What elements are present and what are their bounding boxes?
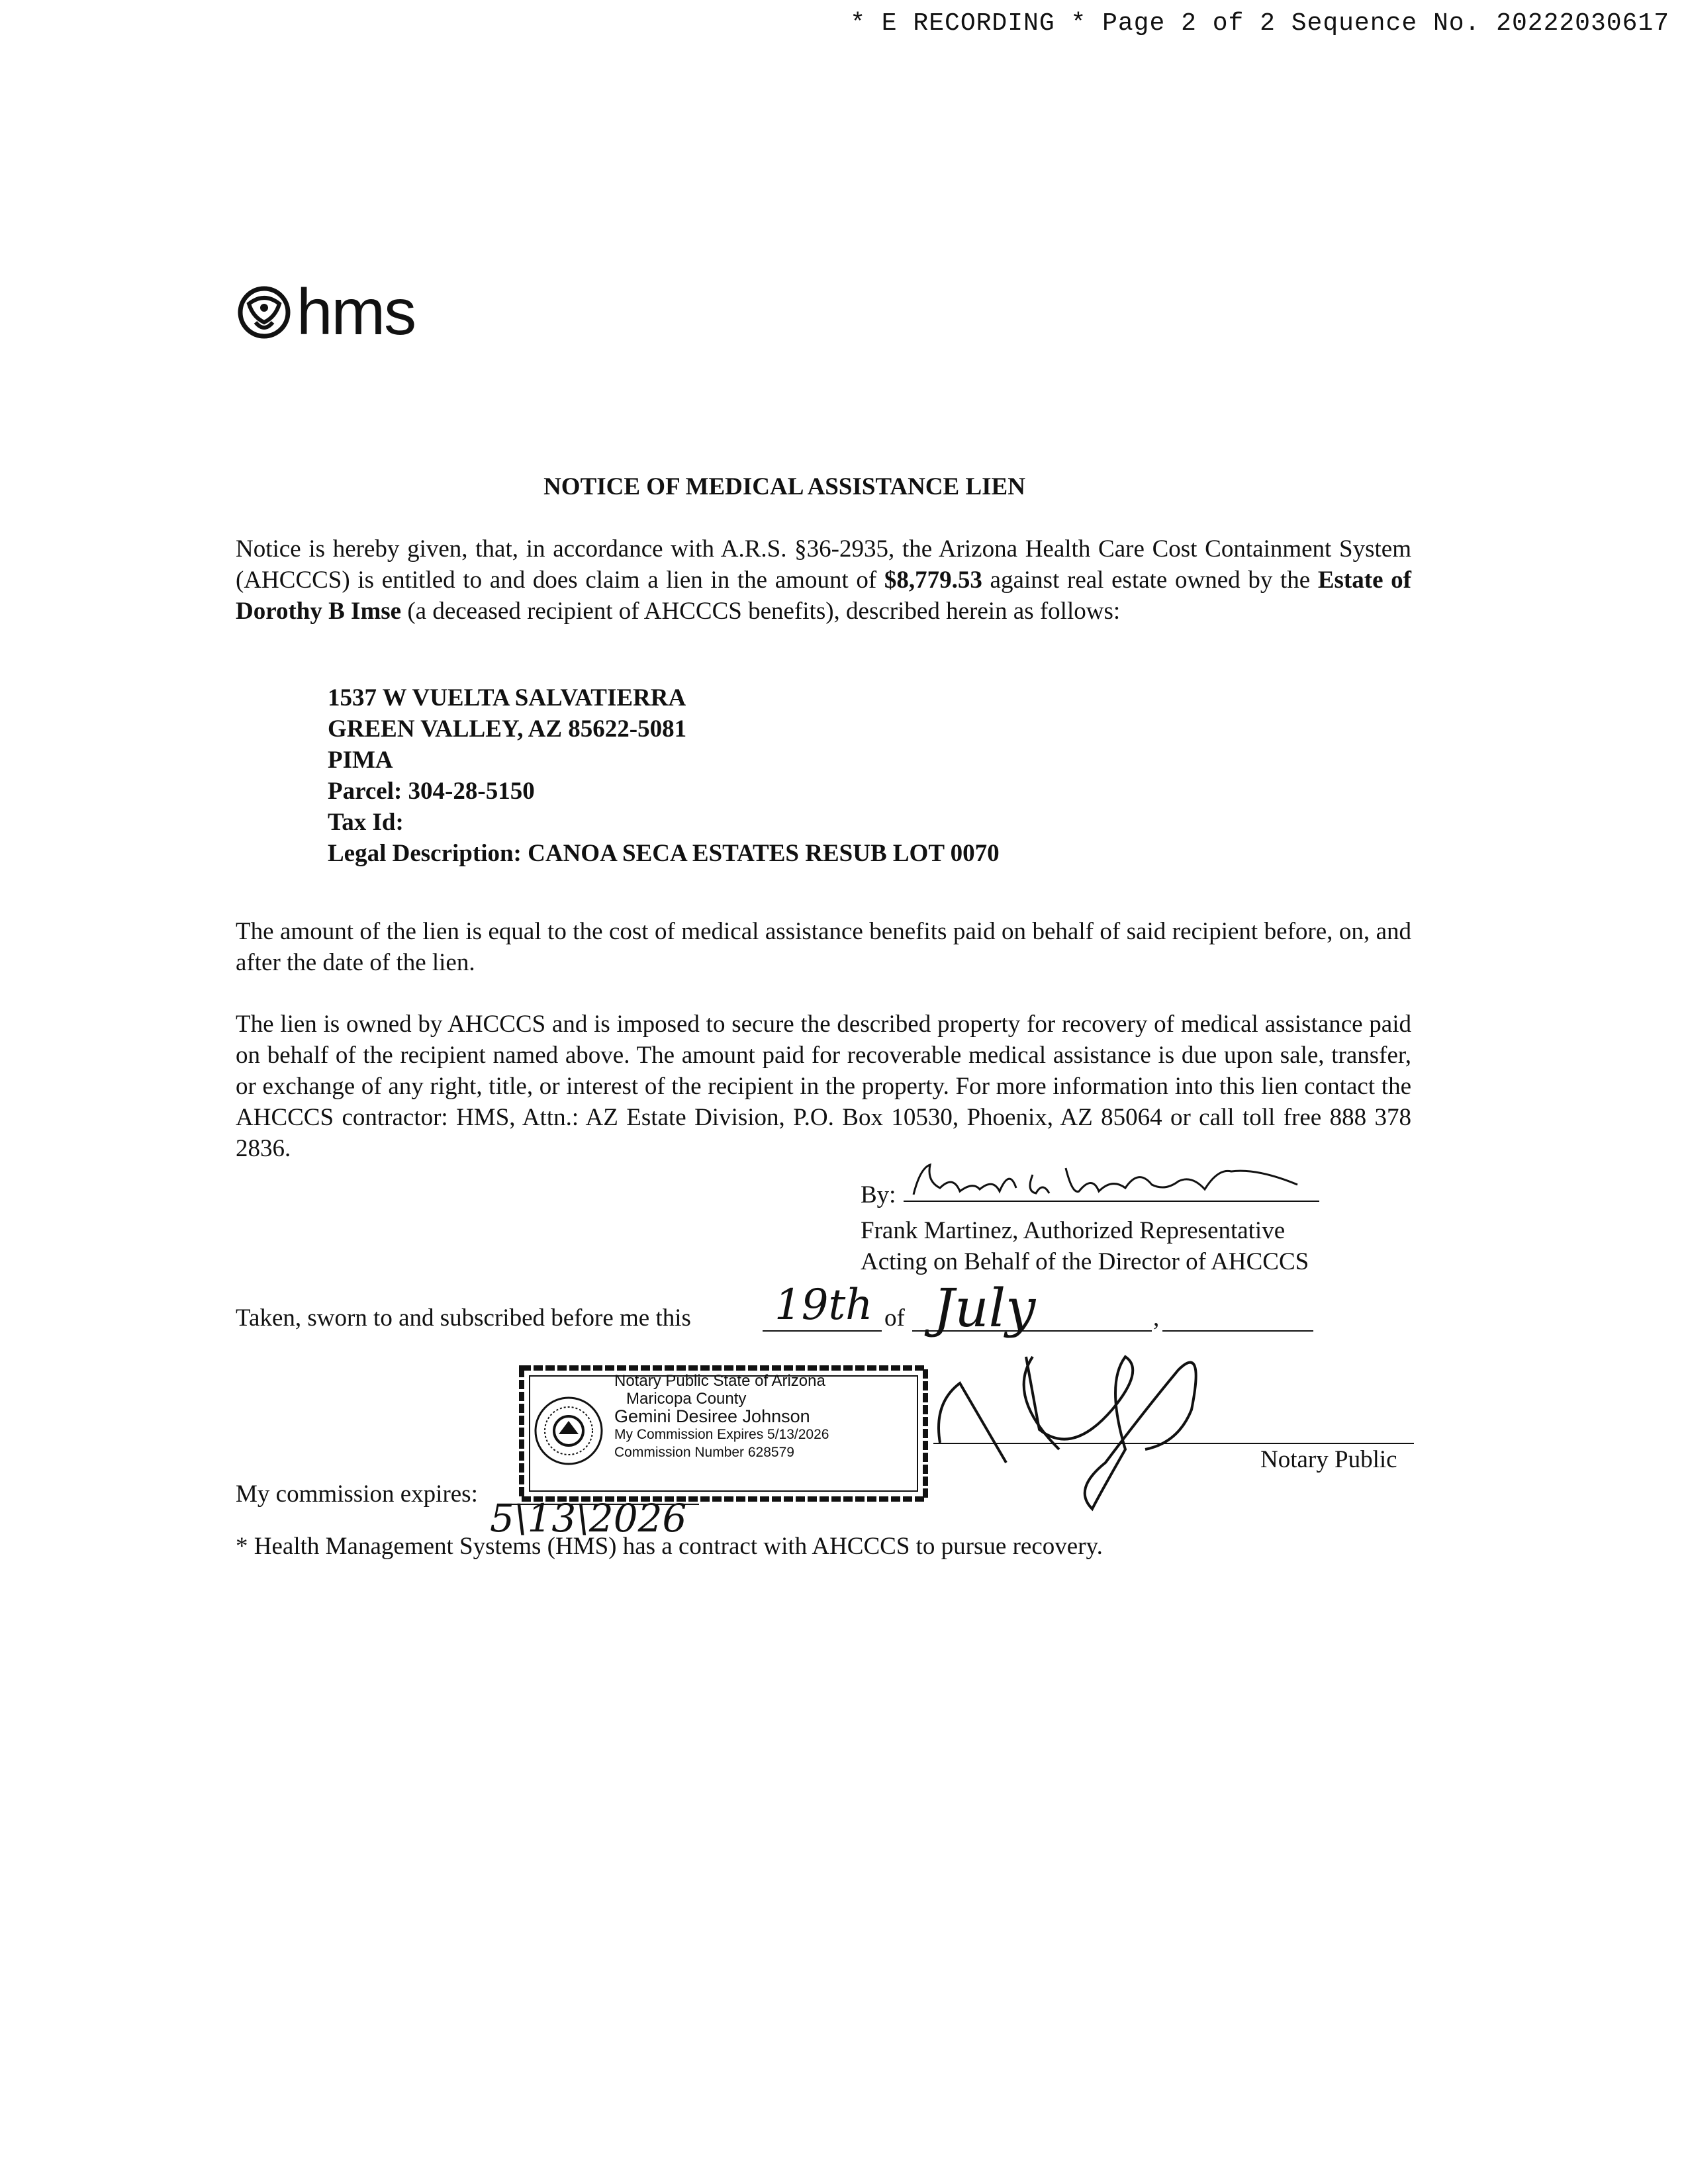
stamp-line-3: Gemini Desiree Johnson [614,1406,810,1426]
notary-stamp [515,1361,932,1506]
intro-text-3: (a deceased recipient of AHCCCS benefits), described herein as follows: [401,598,1121,625]
commission-expires-label: My commission expires: [236,1480,478,1508]
recording-header: * E RECORDING * Page 2 of 2 Sequence No. 20222030617 [850,9,1669,38]
estate-owner: Estate of Dorothy B Imse [236,567,1411,625]
stamp-text [614,1372,829,1461]
property-city: GREEN VALLEY, AZ 85622-5081 [328,715,687,743]
lien-amount: $8,779.53 [884,567,982,594]
signature-by [861,1179,896,1210]
lien-amount-paragraph: The amount of the lien is equal to the cost of medical assistance benefits paid on behalf of said recipient before, on, and after the date of the lien. [236,918,1411,976]
hms-globe-logo-icon [236,284,293,341]
intro-paragraph [236,533,1411,627]
property-tax-id: Tax Id: [328,809,404,836]
intro-text-2: against real estate owned by the [982,567,1318,594]
property-street: 1537 W VUELTA SALVATIERRA [328,684,686,711]
notary-public-label: Notary Public [1260,1446,1397,1473]
sworn-month: July [933,1277,1036,1339]
notary-handwritten-signature [927,1330,1324,1516]
signer-role: Acting on Behalf of the Director of AHCCCS [861,1248,1309,1275]
property-county: PIMA [328,747,393,774]
arizona-seal-icon [532,1394,605,1467]
signer-name: Frank Martinez, Authorized Representative [861,1217,1286,1244]
sworn-statement: Taken, sworn to and subscribed before me this [236,1304,691,1332]
sworn-day: 19th [774,1281,873,1330]
property-parcel: Parcel: 304-28-5150 [328,778,535,805]
intro-text-1: Notice is hereby given, that, in accordance with A.R.S. §36-2935, the Arizona Health Care Cost Containment System (AHCCCS) is entitled to and does claim a lien in the amount of [236,535,1411,594]
sworn-day-line [763,1330,882,1332]
lien-ownership-paragraph: The lien is owned by AHCCCS and is imposed to secure the described property for recovery of medical assistance paid on behalf of the recipient named above. The amount paid for recoverable medical assistance is due upon sale, transfer, or exchange of any right, title, or interest of the recipient in the property. For more information into this lien contact the AHCCCS contractor: HMS, Attn.: AZ Estate Division, P.O. Box 10530, Phoenix, AZ 85064 or call toll free 888 378 2836. [236,1011,1411,1162]
property-legal-description: Legal Description: CANOA SECA ESTATES RESUB LOT 0070 [328,840,1000,867]
stamp-line-2: Maricopa County [626,1390,747,1408]
commission-expiry-date: 5\13\2026 [490,1496,687,1541]
hms-wordmark: hms [297,275,416,348]
sworn-of-label: of [884,1304,905,1332]
stamp-line-5: Commission Number 628579 [614,1445,794,1460]
document-title: NOTICE OF MEDICAL ASSISTANCE LIEN [543,473,1025,500]
by-label: By: [861,1181,896,1208]
footnote: * Health Management Systems (HMS) has a contract with AHCCCS to pursue recovery. [236,1533,1103,1560]
sworn-comma: , [1153,1304,1160,1332]
property-description [328,682,1000,869]
hms-logo [236,275,415,349]
stamp-line-1: Notary Public State of Arizona [614,1372,825,1390]
stamp-line-4: My Commission Expires 5/13/2026 [614,1427,829,1442]
handwritten-signature [900,1155,1324,1208]
